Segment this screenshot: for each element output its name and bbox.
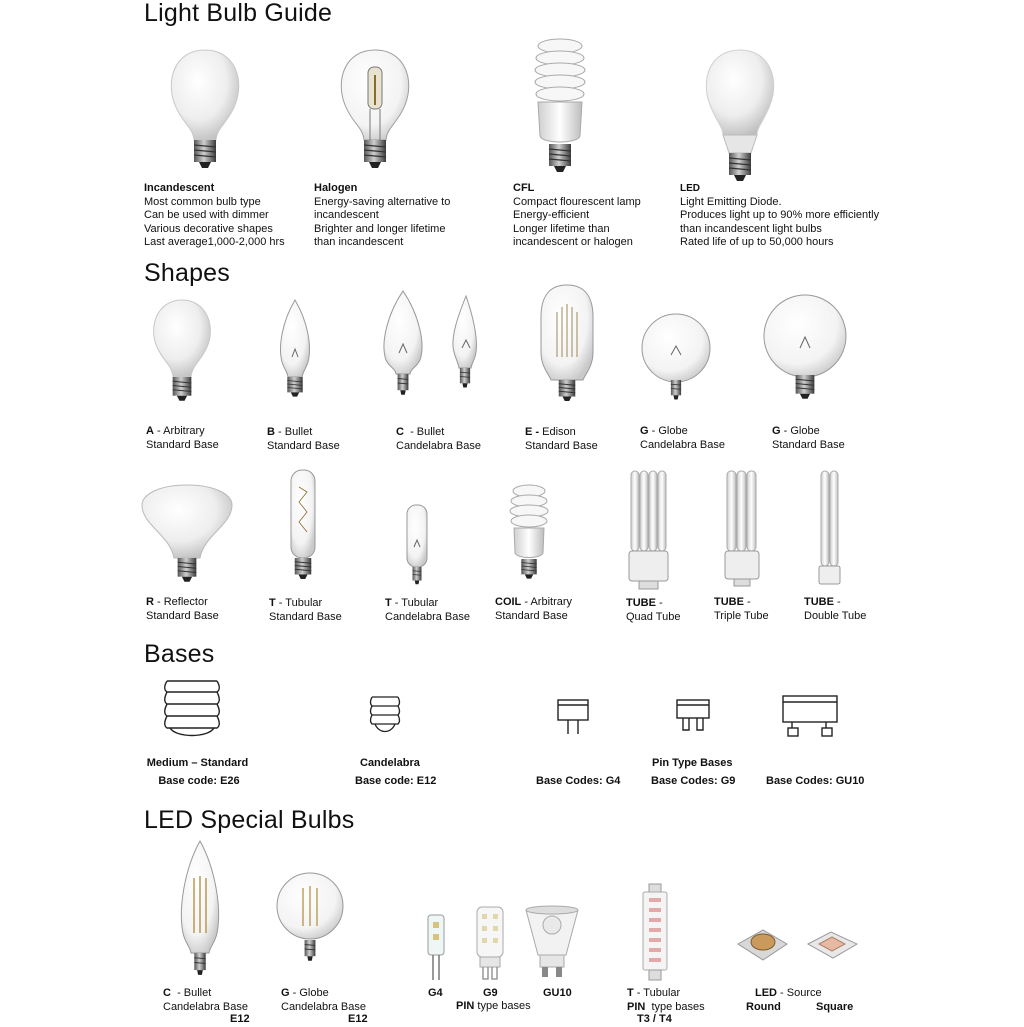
type-line: Light Emitting Diode. bbox=[680, 195, 782, 208]
led-t-pin-code: PIN bbox=[627, 1000, 646, 1013]
shape-name: - Globe bbox=[648, 425, 688, 437]
led-c-base: Candelabra Base bbox=[163, 1000, 249, 1013]
type-line: Compact flourescent lamp bbox=[513, 195, 641, 208]
shape-base: Triple Tube bbox=[714, 609, 769, 622]
type-line: Longer lifetime than bbox=[513, 222, 610, 235]
shape-code: C bbox=[396, 426, 404, 438]
shape-base: Standard Base bbox=[146, 438, 219, 451]
led-c-e12: E12 bbox=[230, 1013, 250, 1025]
type-line: than incandescent light bulbs bbox=[680, 222, 822, 235]
shape-c-label bbox=[396, 426, 481, 453]
led-g4-code: G4 bbox=[428, 987, 443, 999]
type-line: Last average1,000-2,000 hrs bbox=[144, 236, 285, 248]
shape-name: - Reflector bbox=[153, 596, 208, 608]
bases-heading: Bases bbox=[144, 640, 215, 668]
g4-base-drawing bbox=[555, 697, 591, 737]
type-line: Produces light up to 90% more efficiently bbox=[680, 209, 880, 221]
shape-base: Quad Tube bbox=[626, 610, 681, 623]
shape-base: Standard Base bbox=[269, 610, 342, 623]
shape-base: Candelabra Base bbox=[396, 439, 482, 452]
gu10-base-code: Base Codes: GU10 bbox=[766, 775, 865, 787]
shape-name: - Bullet bbox=[403, 426, 445, 438]
led-t-name: - Tubular bbox=[633, 987, 681, 999]
shape-tube-double-label bbox=[804, 596, 866, 623]
incandescent-description bbox=[144, 182, 285, 250]
halogen-description bbox=[314, 182, 450, 250]
type-line: incandescent or halogen bbox=[513, 236, 633, 248]
shape-name: Edison bbox=[539, 426, 576, 438]
led-g-label bbox=[281, 987, 366, 1014]
led-special-heading: LED Special Bulbs bbox=[144, 806, 355, 834]
shape-b-image bbox=[270, 297, 320, 412]
led-pin-label bbox=[456, 1000, 531, 1014]
candelabra-base-name: Candelabra bbox=[360, 757, 420, 769]
led-c-code: C bbox=[163, 987, 171, 999]
shape-code: TUBE bbox=[626, 597, 656, 609]
shape-base: Standard Base bbox=[772, 438, 845, 451]
type-name: CFL bbox=[513, 182, 535, 194]
led-g-bulb-image bbox=[275, 868, 345, 983]
type-line: Most common bulb type bbox=[144, 195, 261, 208]
shape-name: - bbox=[833, 596, 841, 608]
led-source-name: - Source bbox=[777, 987, 822, 999]
type-line: Energy-efficient bbox=[513, 209, 590, 221]
led-gu10-code: GU10 bbox=[543, 987, 572, 999]
type-line: Can be used with dimmer bbox=[144, 209, 269, 221]
shape-g-standard-image bbox=[760, 293, 855, 418]
shape-name: - bbox=[655, 597, 663, 609]
led-pin-text: type bases bbox=[474, 1000, 531, 1012]
shape-name: - Arbitrary bbox=[521, 596, 573, 608]
g4-base-code: Base Codes: G4 bbox=[536, 775, 621, 787]
shape-t-candelabra-label bbox=[385, 597, 470, 624]
pin-bases-title: Pin Type Bases bbox=[652, 757, 733, 769]
shape-name: - bbox=[743, 596, 751, 608]
shape-name: - Tubular bbox=[391, 597, 439, 609]
type-line: incandescent bbox=[314, 209, 379, 221]
shape-tube-quad-image bbox=[625, 468, 670, 596]
led-g9-bulb-image bbox=[474, 904, 506, 984]
led-source-label bbox=[755, 987, 822, 1001]
shape-coil-label bbox=[495, 596, 572, 623]
shape-r-image bbox=[140, 480, 235, 590]
shape-tube-quad-label bbox=[626, 597, 680, 624]
shapes-heading: Shapes bbox=[144, 259, 230, 287]
shape-t-candelabra-image bbox=[402, 502, 432, 592]
shape-tube-double-image bbox=[815, 468, 845, 590]
shape-base: Standard Base bbox=[495, 609, 568, 622]
shape-base: Candelabra Base bbox=[640, 438, 726, 451]
led-bulb-image bbox=[695, 45, 785, 185]
g9-base-drawing bbox=[674, 697, 712, 737]
shape-name: - Globe bbox=[780, 425, 820, 437]
led-source-square-image bbox=[805, 924, 860, 969]
halogen-bulb-image bbox=[330, 45, 420, 180]
led-description bbox=[680, 182, 879, 250]
led-g9-code: G9 bbox=[483, 987, 498, 999]
shape-g-standard-label bbox=[772, 425, 845, 452]
led-c-bulb-image bbox=[175, 838, 225, 986]
type-name: Incandescent bbox=[144, 182, 215, 194]
shape-base: Double Tube bbox=[804, 609, 867, 622]
led-g-name: - Globe bbox=[289, 987, 329, 999]
shape-b-label bbox=[267, 426, 340, 453]
led-g4-bulb-image bbox=[424, 912, 448, 984]
led-t-label bbox=[627, 987, 705, 1014]
shape-code: TUBE bbox=[804, 596, 834, 608]
shape-name: - Tubular bbox=[275, 597, 323, 609]
led-gu10-bulb-image bbox=[522, 905, 582, 983]
g9-base-code: Base Codes: G9 bbox=[651, 775, 736, 787]
shape-code: TUBE bbox=[714, 596, 744, 608]
led-g-base: Candelabra Base bbox=[281, 1000, 367, 1013]
shape-code: A bbox=[146, 425, 154, 437]
medium-base-drawing bbox=[162, 678, 222, 746]
led-g-code: G bbox=[281, 987, 290, 999]
shape-base: Candelabra Base bbox=[385, 610, 471, 623]
led-source-code: LED bbox=[755, 987, 777, 999]
shape-code: B bbox=[267, 426, 275, 438]
type-line: Energy-saving alternative to bbox=[314, 195, 451, 208]
type-line: Brighter and longer lifetime bbox=[314, 222, 446, 235]
type-name: Halogen bbox=[314, 182, 358, 194]
shape-t-standard-label bbox=[269, 597, 342, 624]
shape-c-image bbox=[378, 288, 488, 413]
shape-code: G bbox=[640, 425, 649, 437]
shape-code: G bbox=[772, 425, 781, 437]
shape-t-standard-image bbox=[285, 467, 321, 592]
led-t-code: T bbox=[627, 987, 634, 999]
cfl-bulb-image bbox=[520, 36, 600, 186]
shape-tube-triple-label bbox=[714, 596, 769, 623]
type-name: LED bbox=[680, 183, 700, 194]
shape-base: Standard Base bbox=[525, 439, 598, 452]
led-t-bulb-image bbox=[635, 882, 675, 987]
type-line: Rated life of up to 50,000 hours bbox=[680, 236, 834, 248]
medium-base-name: Medium – Standard bbox=[146, 757, 249, 769]
shape-tube-triple-image bbox=[722, 468, 762, 588]
shape-a-image bbox=[145, 295, 220, 415]
led-t3t4: T3 / T4 bbox=[637, 1013, 672, 1025]
shape-base: Standard Base bbox=[146, 609, 219, 622]
led-t-pin-text: type bases bbox=[645, 1000, 705, 1013]
shape-e-image bbox=[535, 282, 600, 412]
page-title: Light Bulb Guide bbox=[144, 0, 333, 27]
gu10-base-drawing bbox=[780, 693, 840, 741]
shape-r-label bbox=[146, 596, 219, 623]
led-pin-code: PIN bbox=[456, 1000, 475, 1012]
type-line: Various decorative shapes bbox=[144, 222, 273, 235]
cfl-description bbox=[513, 182, 641, 250]
shape-coil-image bbox=[502, 483, 557, 593]
led-source-round-image bbox=[735, 922, 790, 967]
candelabra-base-code: Base code: E12 bbox=[355, 775, 437, 787]
shape-code: R bbox=[146, 596, 154, 608]
led-source-square: Square bbox=[816, 1001, 854, 1013]
shape-code: E - bbox=[525, 426, 540, 438]
incandescent-bulb-image bbox=[160, 45, 250, 180]
shape-code: T bbox=[385, 597, 392, 609]
shape-code: COIL bbox=[495, 596, 522, 608]
led-c-label bbox=[163, 987, 248, 1014]
shape-code: T bbox=[269, 597, 276, 609]
shape-name: - Bullet bbox=[274, 426, 313, 438]
candelabra-base-drawing bbox=[366, 694, 404, 744]
led-c-name: - Bullet bbox=[170, 987, 212, 999]
led-source-round: Round bbox=[746, 1001, 781, 1013]
shape-g-candelabra-label bbox=[640, 425, 725, 452]
shape-e-label bbox=[525, 426, 598, 453]
type-line: than incandescent bbox=[314, 236, 404, 248]
shape-name: - Arbitrary bbox=[153, 425, 205, 437]
led-g-e12: E12 bbox=[348, 1013, 368, 1025]
shape-g-candelabra-image bbox=[638, 310, 718, 410]
shape-base: Standard Base bbox=[267, 439, 340, 452]
shape-a-label bbox=[146, 425, 219, 452]
medium-base-code: Base code: E26 bbox=[158, 775, 240, 787]
